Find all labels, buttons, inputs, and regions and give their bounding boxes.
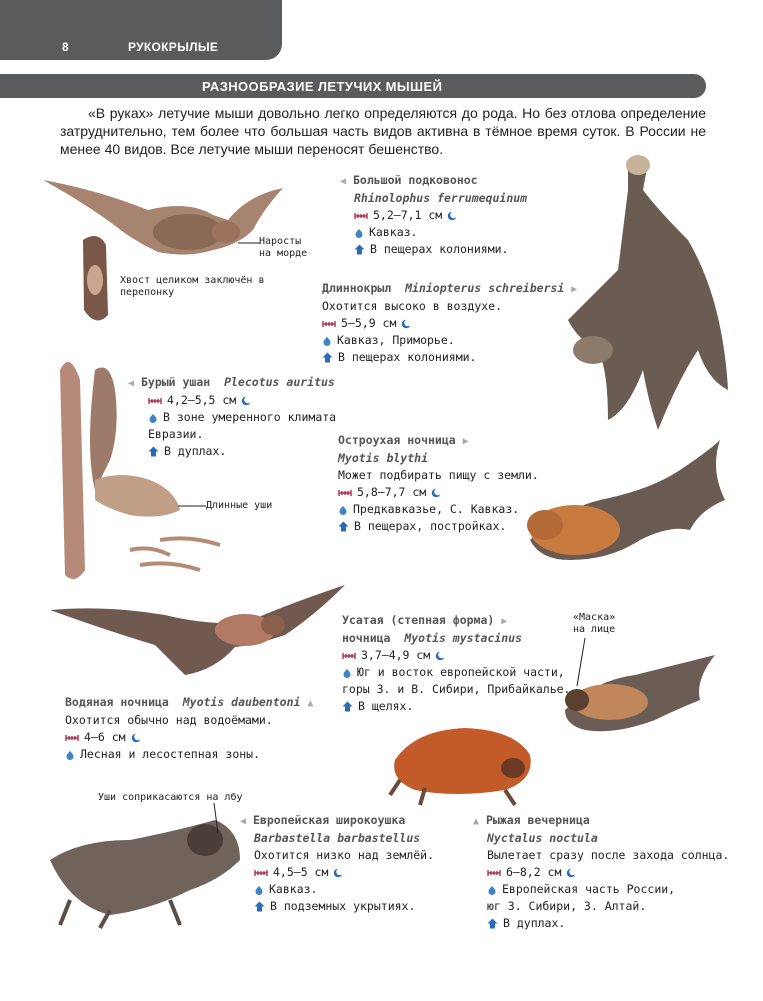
species-latin: Myotis mystacinus	[404, 631, 523, 645]
species-card-longeared	[128, 374, 336, 460]
right-arrow-icon: ▶	[462, 436, 469, 447]
species-card-blyth	[338, 432, 539, 535]
species-latin: Rhinolophus ferrumequinum	[354, 191, 528, 205]
blyth-bat-illustration	[510, 430, 730, 590]
body-size: 5,8–7,7 см	[357, 485, 427, 499]
section-title: РУКОКРЫЛЫЕ	[128, 40, 219, 54]
range-icon	[65, 750, 75, 760]
species-name: Остроухая ночница	[338, 433, 456, 447]
species-latin: Myotis blythi	[338, 451, 429, 465]
range-icon	[487, 885, 497, 895]
night-activity-icon	[431, 488, 441, 498]
range-text: Кавказ.	[369, 225, 418, 239]
horseshoe-bat-illustration	[38, 170, 288, 350]
mask-leader	[575, 638, 587, 688]
body-size: 4,5–5 см	[273, 865, 329, 879]
chapter-banner	[0, 74, 706, 98]
left-arrow-icon: ◀	[128, 378, 135, 389]
left-arrow-icon: ◀	[340, 176, 347, 187]
header-tab	[0, 0, 282, 60]
left-arrow-icon: ◀	[240, 816, 247, 827]
ruler-icon	[322, 320, 336, 328]
night-activity-icon	[566, 868, 576, 878]
species-latin: Myotis daubentoni	[182, 695, 301, 709]
roost-icon	[148, 446, 159, 457]
up-arrow-icon: ▲	[473, 816, 480, 827]
roost-text: В пещерах, постройках.	[354, 519, 507, 533]
species-name: Усатая (степная форма)	[342, 613, 495, 627]
behavior-note: Охотится высоко в воздухе.	[322, 299, 503, 313]
species-name: Большой подковонос	[352, 173, 478, 187]
intro-paragraph: «В руках» летучие мыши довольно легко определяются до рода. Но без отлова определение затруднительно, тем более что большая часть видов активна в тёмное время суток. В России не менее 40 видов. Все летучие мыши переносят бешенство.	[60, 105, 706, 157]
ears-callout: Длинные уши	[206, 500, 273, 511]
noseleaf-callout: Наросты на морде	[259, 236, 308, 259]
range-text-cont: юг З. Сибири, З. Алтай.	[487, 899, 647, 913]
range-icon	[338, 505, 348, 515]
night-activity-icon	[447, 211, 457, 221]
range-icon	[148, 413, 158, 423]
roost-text: В подземных укрытиях.	[270, 899, 416, 913]
roost-text: В пещерах колониями.	[338, 350, 477, 364]
behavior-note: Может подбирать пищу с земли.	[338, 468, 539, 482]
range-icon	[354, 228, 364, 238]
roost-icon	[487, 918, 498, 929]
range-text: Предкавказье, С. Кавказ.	[353, 502, 520, 516]
range-text: Юг и восток европейской части,	[357, 665, 565, 679]
ruler-icon	[354, 212, 368, 220]
tail-callout: Хвост целиком заключён в перепонку	[120, 275, 265, 298]
ears-touch-callout: Уши соприкасаются на лбу	[98, 792, 243, 803]
species-card-horseshoe	[340, 172, 527, 258]
night-activity-icon	[131, 733, 141, 743]
daubenton-bat-illustration	[45, 585, 350, 685]
roost-text: В пещерах колониями.	[370, 242, 509, 256]
range-text: Лесная и лесостепная зоны.	[80, 747, 261, 761]
ruler-icon	[342, 652, 356, 660]
roost-text: В дуплах.	[503, 916, 566, 930]
species-latin: Barbastella barbastellus	[254, 831, 421, 845]
range-text-cont: Евразии.	[148, 427, 204, 441]
body-size: 5,2–7,1 см	[373, 208, 443, 222]
right-arrow-icon: ▶	[501, 616, 508, 627]
roost-text: В щелях.	[358, 699, 414, 713]
chapter-title: РАЗНООБРАЗИЕ ЛЕТУЧИХ МЫШЕЙ	[202, 79, 443, 94]
ears-touch-leader	[212, 803, 222, 833]
roost-text: В дуплах.	[164, 444, 227, 458]
behavior-note: Вылетает сразу после захода солнца.	[487, 848, 730, 862]
range-text: Кавказ, Приморье.	[337, 333, 455, 347]
mask-callout: «Маска» на лице	[573, 612, 616, 635]
species-card-bentwing	[322, 280, 577, 366]
range-icon	[322, 336, 332, 346]
ears-leader	[178, 503, 206, 509]
night-activity-icon	[241, 396, 251, 406]
ruler-icon	[487, 869, 501, 877]
species-name: Длиннокрыл	[322, 281, 392, 295]
night-activity-icon	[401, 319, 411, 329]
species-name: Водяная ночница	[65, 695, 169, 709]
ruler-icon	[338, 489, 352, 497]
body-size: 4,2–5,5 см	[167, 393, 237, 407]
up-arrow-icon: ▲	[307, 698, 314, 709]
behavior-note: Охотится низко над землёй.	[254, 848, 435, 862]
body-size: 4–6 см	[84, 730, 126, 744]
range-icon	[254, 885, 264, 895]
range-text-cont: горы З. и В. Сибири, Прибайкалье.	[342, 682, 571, 696]
species-name: Рыжая вечерница	[485, 813, 590, 827]
ruler-icon	[148, 397, 162, 405]
range-text: Европейская часть России,	[502, 882, 676, 896]
roost-icon	[338, 521, 349, 532]
ruler-icon	[254, 869, 268, 877]
species-card-noctule	[473, 812, 729, 932]
noseleaf-leader	[238, 240, 260, 246]
behavior-note: Охотится обычно над водоёмами.	[65, 713, 273, 727]
species-latin: Plecotus auritus	[224, 375, 335, 389]
right-arrow-icon: ▶	[571, 284, 578, 295]
roost-icon	[342, 701, 353, 712]
night-activity-icon	[435, 651, 445, 661]
species-name: Бурый ушан	[140, 375, 211, 389]
species-card-whiskered	[342, 612, 570, 715]
roost-icon	[322, 352, 333, 363]
ruler-icon	[65, 734, 79, 742]
body-size: 5–5,9 см	[341, 316, 397, 330]
page-number: 8	[62, 40, 69, 54]
species-latin: Miniopterus schreibersi	[405, 281, 565, 295]
species-name: Европейская широкоушка	[252, 813, 406, 827]
species-name-cont: ночница	[342, 631, 391, 645]
night-activity-icon	[333, 868, 343, 878]
range-text: Кавказ.	[269, 882, 318, 896]
range-text: В зоне умеренного климата	[163, 410, 337, 424]
body-size: 6–8,2 см	[506, 865, 562, 879]
species-card-barbastelle	[240, 812, 434, 915]
species-latin: Nyctalus noctula	[487, 831, 598, 845]
roost-icon	[254, 901, 265, 912]
roost-icon	[354, 244, 365, 255]
range-icon	[342, 668, 352, 678]
body-size: 3,7–4,9 см	[361, 648, 431, 662]
species-card-daubenton	[65, 694, 313, 763]
noctule-bat-illustration	[385, 720, 545, 810]
